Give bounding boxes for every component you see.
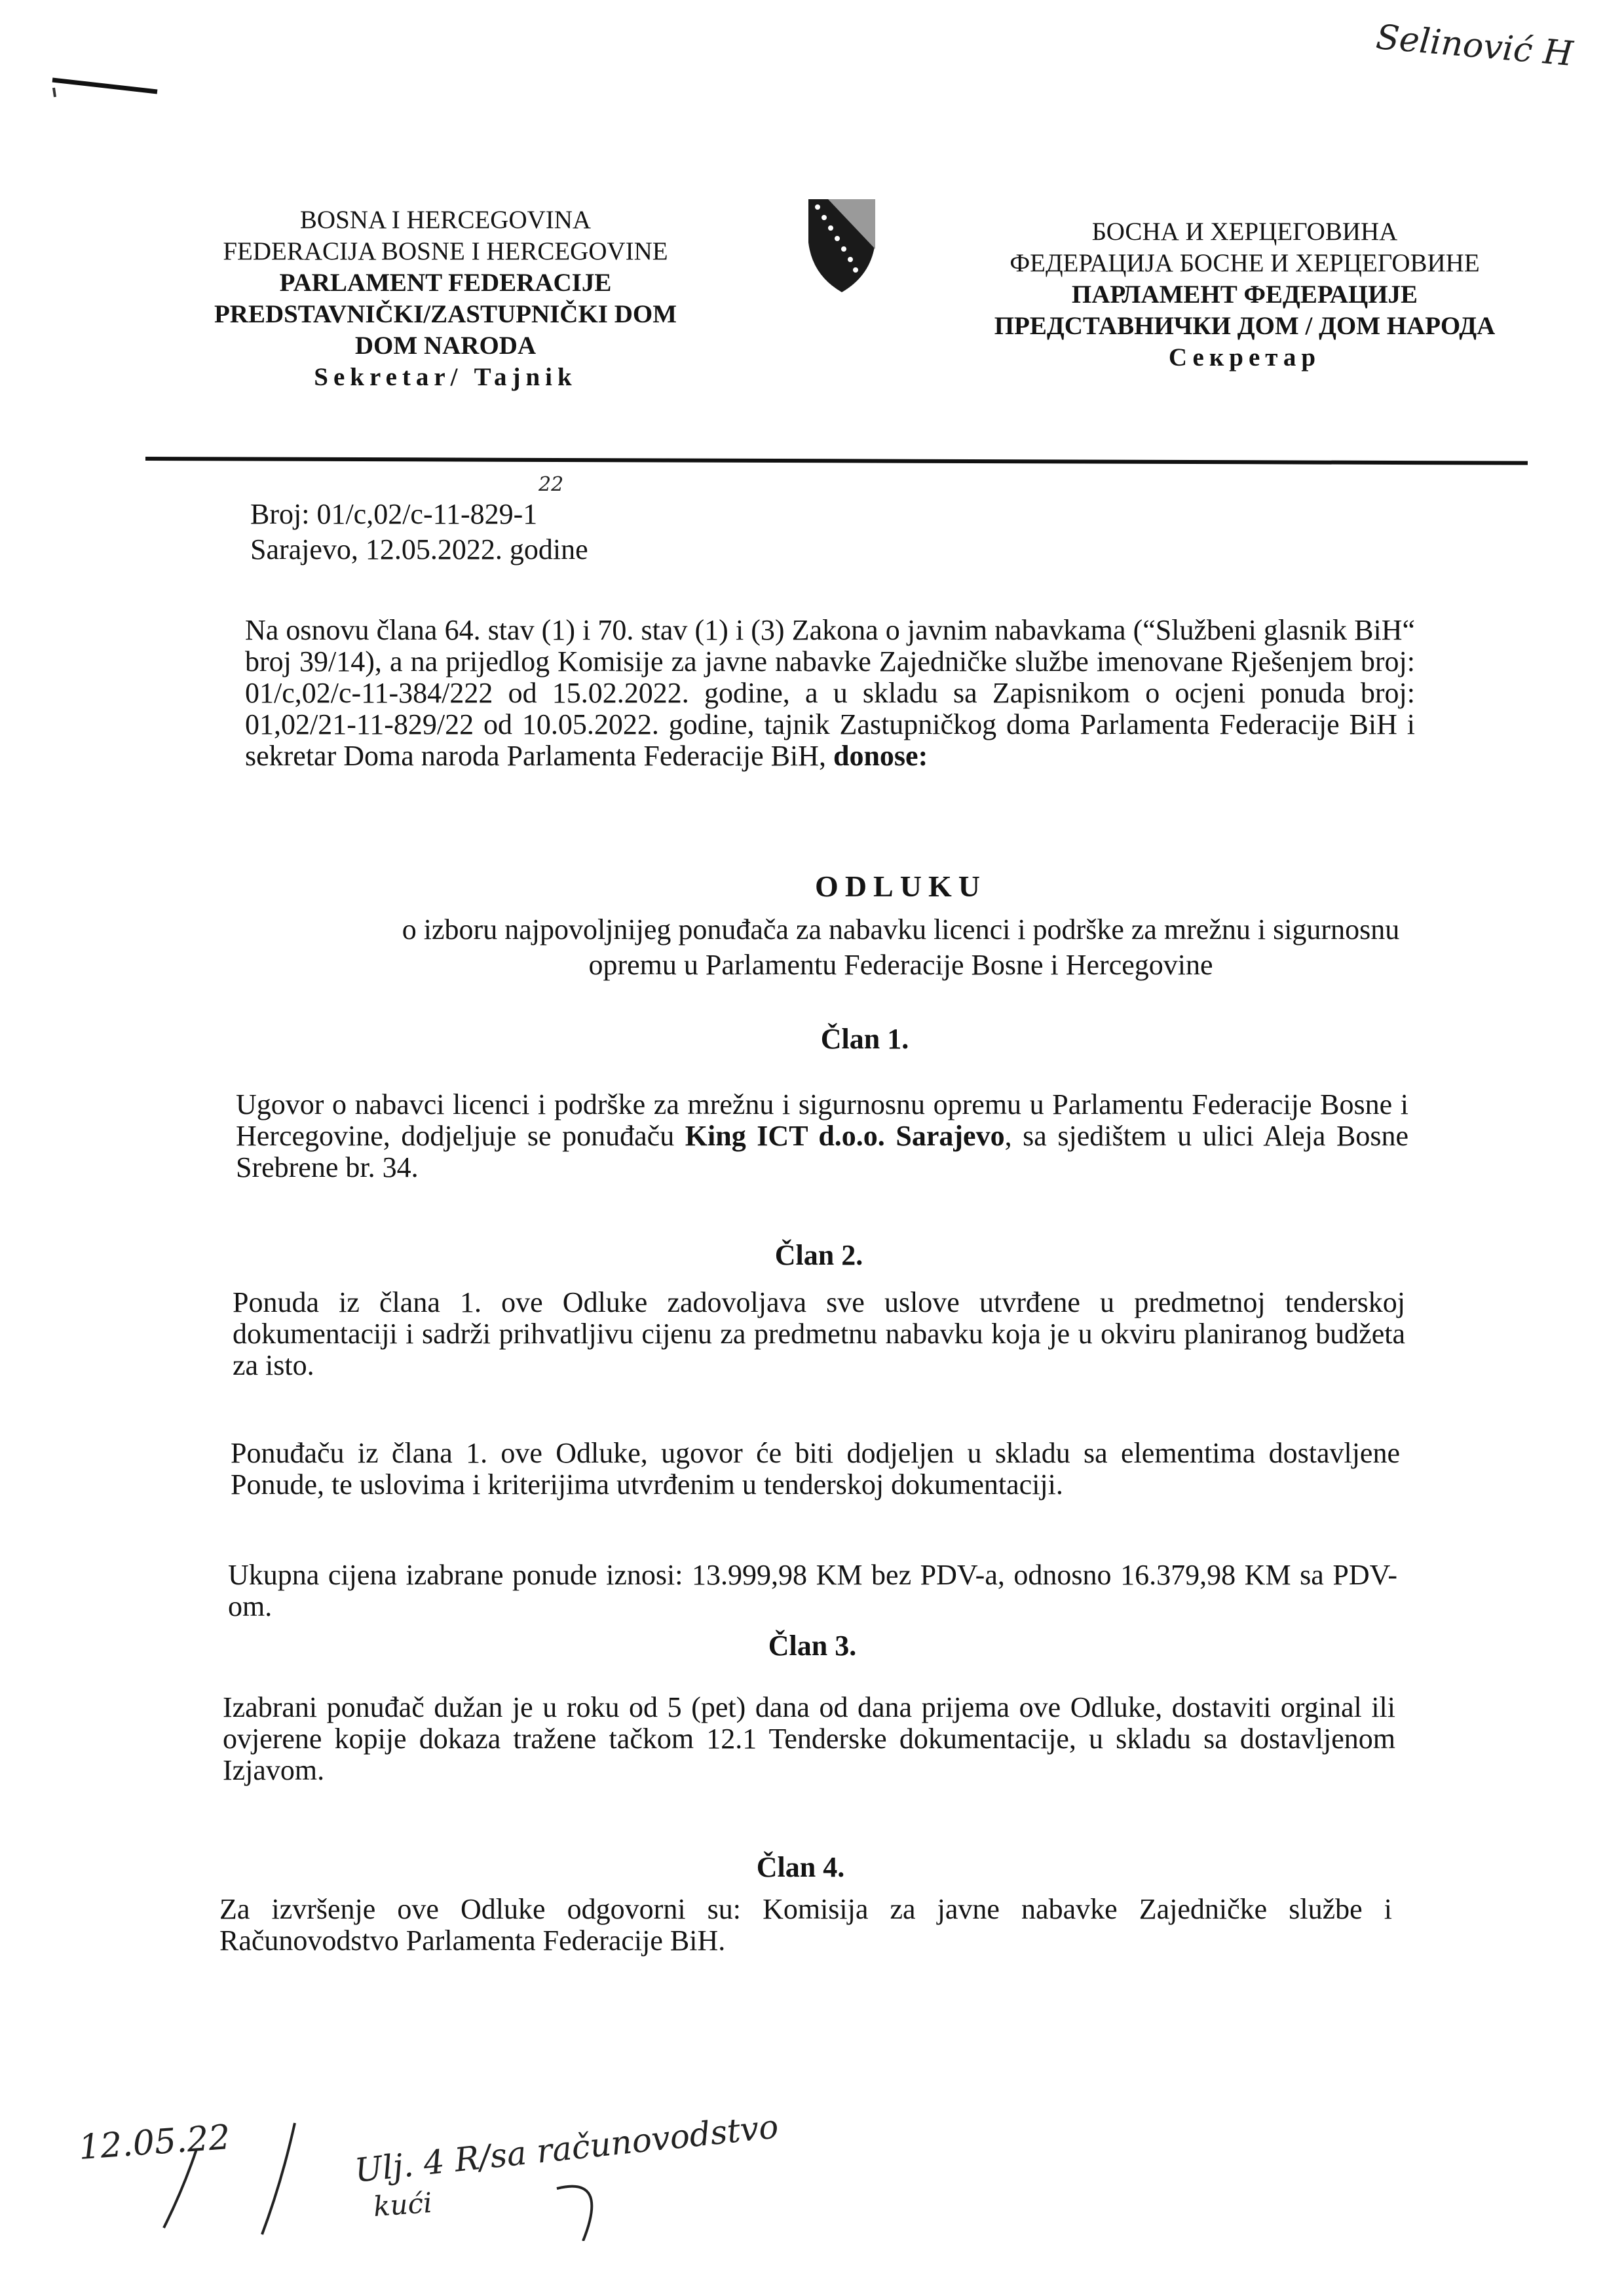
- article-2-heading: Član 2.: [774, 1239, 863, 1271]
- handwritten-note-line-2: kući: [372, 2186, 434, 2223]
- article-1-company: King ICT d.o.o. Sarajevo: [685, 1120, 1005, 1152]
- header-right: [943, 216, 1546, 373]
- article-1-text-after: , sa sjedištem u ulici Aleja Bosne Srebrene br. 34.: [236, 1120, 1409, 1183]
- decision-subtitle-line: opremu u Parlamentu Federacije Bosne i Hercegovine: [588, 949, 1213, 981]
- decision-subtitle-line: o izboru najpovoljnijeg ponuđača za nabavku licenci i podrške za mrežnu i sigurnosnu: [402, 913, 1400, 946]
- header-left-line: PARLAMENT FEDERACIJE: [279, 269, 612, 297]
- article-2-paragraph-3: Ukupna cijena izabrane ponude iznosi: 13.999,98 KM bez PDV-a, odnosno 16.379,98 KM sa PDV-om.: [228, 1559, 1397, 1622]
- article-3-text: Izabrani ponuđač dužan je u roku od 5 (pet) dana od dana prijema ove Odluke, dostaviti orginal ili ovjerene kopije dokaza tražene tačkom 12.1 Tenderske dokumentacije, u skladu sa dostavljenom Izjavom.: [223, 1691, 1395, 1786]
- intro-bold-end: donose:: [833, 740, 928, 772]
- coat-of-arms-icon: [806, 197, 878, 295]
- document-meta: [250, 497, 588, 567]
- handwritten-date: 12.05.22: [77, 2117, 232, 2168]
- article-1-heading: Član 1.: [820, 1023, 909, 1055]
- header-left-line: BOSNA I HERCEGOVINA: [299, 206, 592, 234]
- handwritten-signature-top: Selinović H: [1374, 17, 1575, 75]
- article-1-text: [236, 1089, 1408, 1183]
- header-right-line: БОСНА И ХЕРЦЕГОВИНА: [1091, 218, 1398, 246]
- document-number: Broj: 01/c,02/c-11-829-1: [250, 498, 538, 530]
- header-left-line: FEDERACIJA BOSNE I HERCEGOVINE: [223, 237, 668, 265]
- article-3-heading: Član 3.: [768, 1630, 857, 1662]
- handwritten-scrawl: [98, 2110, 688, 2241]
- intro-text: Na osnovu člana 64. stav (1) i 70. stav (1) i (3) Zakona o javnim nabavkama (“Službeni glasnik BiH“ broj 39/14), a na prijedlog Komisije za javne nabavke Zajedničke službe imenovane Rješenjem broj: 01/c,02/c-11-384/222 od 15.02.2022. godine, a u skladu sa Zapisnikom o ocjeni ponuda broj: 01,02/21-11-829/22 od 10.05.2022. godine, tajnik Zastupničkog doma Parlamenta Federacije BiH i sekretar Doma naroda Parlamenta Federacije BiH,: [245, 614, 1415, 772]
- pen-mark: [46, 66, 164, 105]
- handwritten-number-note: 22: [538, 473, 564, 496]
- header-left-line: PREDSTAVNIČKI/ZASTUPNIČKI DOM: [214, 300, 677, 328]
- article-4-heading: Član 4.: [756, 1851, 845, 1883]
- header-left-line: DOM NARODA: [354, 332, 537, 360]
- header-right-line: Секретар: [1168, 343, 1321, 372]
- handwritten-note-line-1: Ulj. 4 R/sa računovodstvo: [352, 2107, 780, 2190]
- header-divider: [145, 457, 1528, 465]
- intro-paragraph: [245, 615, 1415, 772]
- header-right-line: ФЕДЕРАЦИЈА БОСНЕ И ХЕРЦЕГОВИНЕ: [1010, 249, 1480, 277]
- header-right-line: ПРЕДСТАВНИЧКИ ДОМ / ДОМ НАРОДА: [994, 312, 1496, 340]
- header-left-line: Sekretar/ Tajnik: [314, 363, 577, 391]
- article-1-text-before: Ugovor o nabavci licenci i podrške za mrežnu i sigurnosnu opremu u Parlamentu Federacije Bosne i Hercegovine, dodjeljuje se ponuđaču: [236, 1088, 1408, 1152]
- article-2-paragraph-1: Ponuda iz člana 1. ove Odluke zadovoljava sve uslove utvrđene u predmetnoj tenderskoj dokumentaciji i sadrži prihvatljivu cijenu za predmetnu nabavku koja je u okviru planiranog budžeta za isto.: [233, 1286, 1405, 1381]
- decision-title: ODLUKU: [815, 870, 987, 903]
- article-2-paragraph-2: Ponuđaču iz člana 1. ove Odluke, ugovor će biti dodjeljen u skladu sa elementima dostavljene Ponude, te uslovima i kriterijima utvrđenim u tenderskoj dokumentaciji.: [231, 1437, 1400, 1501]
- header-left: [157, 204, 734, 393]
- document-date: Sarajevo, 12.05.2022. godine: [250, 533, 588, 565]
- decision-subtitle: [229, 912, 1572, 983]
- header-right-line: ПАРЛАМЕНТ ФЕДЕРАЦИЈЕ: [1071, 280, 1418, 309]
- article-4-text: Za izvršenje ove Odluke odgovorni su: Komisija za javne nabavke Zajedničke službe i Računovodstvo Parlamenta Federacije BiH.: [219, 1893, 1392, 1957]
